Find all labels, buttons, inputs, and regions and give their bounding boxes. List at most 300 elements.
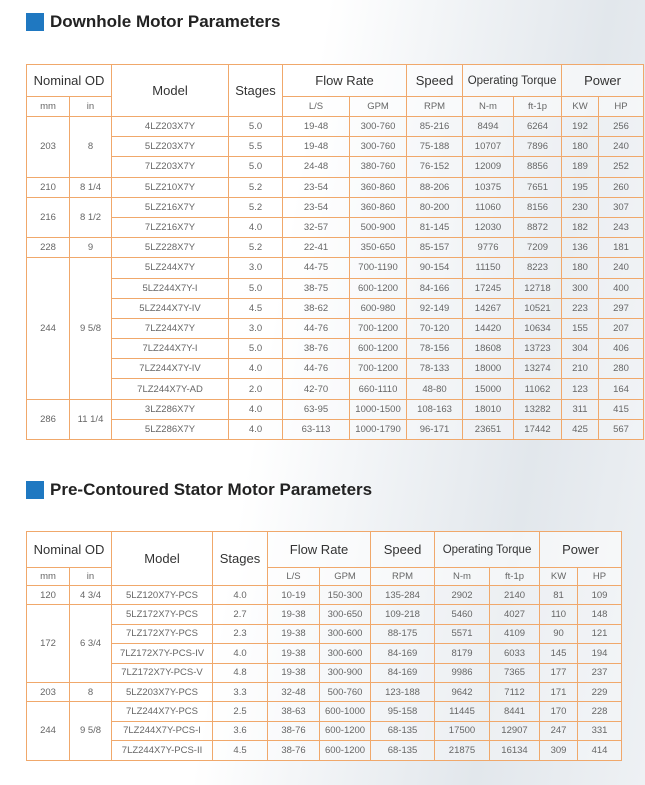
gpm-cell: 300-760 — [350, 137, 407, 157]
kw-cell: 171 — [540, 682, 578, 701]
od-in-cell: 8 1/4 — [70, 177, 112, 197]
od-in-cell: 6 3/4 — [70, 605, 112, 683]
ls-cell: 32-48 — [268, 682, 320, 701]
stages-cell: 5.0 — [229, 157, 283, 177]
nm-cell: 17245 — [463, 278, 514, 298]
hp-cell: 252 — [599, 157, 644, 177]
nm-cell: 12030 — [463, 217, 514, 237]
kw-cell: 210 — [562, 359, 599, 379]
ftlb-cell: 8156 — [514, 197, 562, 217]
gpm-cell: 1000-1500 — [350, 399, 407, 419]
table-row — [27, 318, 644, 338]
rpm-cell: 68-135 — [371, 741, 435, 760]
table-row — [27, 238, 644, 258]
table-row — [27, 644, 622, 663]
stages-cell: 3.3 — [213, 682, 268, 701]
header-operating-torque: Operating Torque — [463, 65, 562, 97]
od-mm-cell: 216 — [27, 197, 70, 237]
od-mm-cell: 120 — [27, 586, 70, 605]
model-cell: 5LZ216X7Y — [112, 197, 229, 217]
gpm-cell: 300-650 — [320, 605, 371, 624]
stages-cell: 2.0 — [229, 379, 283, 399]
ls-cell: 23-54 — [283, 177, 350, 197]
ls-cell: 38-63 — [268, 702, 320, 721]
hp-cell: 181 — [599, 238, 644, 258]
nm-cell: 8494 — [463, 117, 514, 137]
model-cell: 5LZ244X7Y — [112, 258, 229, 278]
hp-cell: 240 — [599, 258, 644, 278]
ftlb-cell: 7651 — [514, 177, 562, 197]
nm-cell: 18000 — [463, 359, 514, 379]
nm-cell: 14420 — [463, 318, 514, 338]
section-title-pcs — [26, 479, 372, 501]
gpm-cell: 380-760 — [350, 157, 407, 177]
ls-cell: 19-38 — [268, 644, 320, 663]
od-in-cell: 9 — [70, 238, 112, 258]
hp-cell: 297 — [599, 298, 644, 318]
subheader-mm: mm — [27, 568, 70, 586]
kw-cell: 155 — [562, 318, 599, 338]
stages-cell: 4.0 — [229, 217, 283, 237]
ftlb-cell: 17442 — [514, 419, 562, 439]
subheader-kw: KW — [562, 97, 599, 117]
od-mm-cell: 203 — [27, 682, 70, 701]
kw-cell: 81 — [540, 586, 578, 605]
kw-cell: 311 — [562, 399, 599, 419]
ls-cell: 38-76 — [283, 339, 350, 359]
kw-cell: 180 — [562, 258, 599, 278]
rpm-cell: 96-171 — [407, 419, 463, 439]
od-in-cell: 9 5/8 — [70, 258, 112, 399]
ls-cell: 22-41 — [283, 238, 350, 258]
subheader-mm: mm — [27, 97, 70, 117]
downhole-motor-table — [26, 64, 644, 440]
stages-cell: 2.7 — [213, 605, 268, 624]
gpm-cell: 600-1200 — [350, 339, 407, 359]
ls-cell: 23-54 — [283, 197, 350, 217]
od-mm-cell: 172 — [27, 605, 70, 683]
ls-cell: 19-38 — [268, 624, 320, 643]
header-stages: Stages — [229, 65, 283, 117]
hp-cell: 164 — [599, 379, 644, 399]
ls-cell: 19-48 — [283, 117, 350, 137]
gpm-cell: 600-980 — [350, 298, 407, 318]
subheader-hp: HP — [599, 97, 644, 117]
kw-cell: 182 — [562, 217, 599, 237]
hp-cell: 228 — [578, 702, 622, 721]
kw-cell: 195 — [562, 177, 599, 197]
section-title-text: Downhole Motor Parameters — [50, 12, 281, 31]
ls-cell: 63-95 — [283, 399, 350, 419]
ls-cell: 38-76 — [268, 741, 320, 760]
rpm-cell: 88-175 — [371, 624, 435, 643]
gpm-cell: 350-650 — [350, 238, 407, 258]
rpm-cell: 78-156 — [407, 339, 463, 359]
rpm-cell: 109-218 — [371, 605, 435, 624]
gpm-cell: 600-1200 — [320, 741, 371, 760]
nm-cell: 11150 — [463, 258, 514, 278]
kw-cell: 110 — [540, 605, 578, 624]
kw-cell: 189 — [562, 157, 599, 177]
stages-cell: 4.0 — [213, 644, 268, 663]
nm-cell: 14267 — [463, 298, 514, 318]
kw-cell: 247 — [540, 721, 578, 740]
subheader-in: in — [70, 97, 112, 117]
table-row — [27, 663, 622, 682]
od-mm-cell: 244 — [27, 258, 70, 399]
hp-cell: 237 — [578, 663, 622, 682]
header-power: Power — [562, 65, 644, 97]
kw-cell: 230 — [562, 197, 599, 217]
hp-cell: 567 — [599, 419, 644, 439]
table-row — [27, 605, 622, 624]
model-cell: 5LZ228X7Y — [112, 238, 229, 258]
ls-cell: 44-76 — [283, 318, 350, 338]
model-cell: 7LZ172X7Y-PCS-IV — [112, 644, 213, 663]
model-cell: 7LZ244X7Y-I — [112, 339, 229, 359]
kw-cell: 309 — [540, 741, 578, 760]
ls-cell: 44-75 — [283, 258, 350, 278]
model-cell: 4LZ203X7Y — [112, 117, 229, 137]
stages-cell: 4.8 — [213, 663, 268, 682]
header-stages: Stages — [213, 532, 268, 586]
ls-cell: 19-38 — [268, 605, 320, 624]
stages-cell: 5.0 — [229, 117, 283, 137]
nm-cell: 11445 — [435, 702, 490, 721]
header-nominal-od: Nominal OD — [27, 65, 112, 97]
ftlb-cell: 4027 — [490, 605, 540, 624]
od-in-cell: 9 5/8 — [70, 702, 112, 760]
kw-cell: 136 — [562, 238, 599, 258]
hp-cell: 194 — [578, 644, 622, 663]
nm-cell: 17500 — [435, 721, 490, 740]
hp-cell: 148 — [578, 605, 622, 624]
nm-cell: 21875 — [435, 741, 490, 760]
model-cell: 5LZ120X7Y-PCS — [112, 586, 213, 605]
gpm-cell: 500-760 — [320, 682, 371, 701]
rpm-cell: 75-188 — [407, 137, 463, 157]
gpm-cell: 300-760 — [350, 117, 407, 137]
ls-cell: 10-19 — [268, 586, 320, 605]
ftlb-cell: 8441 — [490, 702, 540, 721]
gpm-cell: 600-1200 — [320, 721, 371, 740]
ftlb-cell: 6264 — [514, 117, 562, 137]
model-cell: 7LZ244X7Y-IV — [112, 359, 229, 379]
gpm-cell: 1000-1790 — [350, 419, 407, 439]
kw-cell: 300 — [562, 278, 599, 298]
rpm-cell: 95-158 — [371, 702, 435, 721]
table-row — [27, 278, 644, 298]
table-row — [27, 682, 622, 701]
title-square-icon — [26, 481, 44, 499]
kw-cell: 177 — [540, 663, 578, 682]
model-cell: 7LZ244X7Y — [112, 318, 229, 338]
hp-cell: 331 — [578, 721, 622, 740]
table-row — [27, 137, 644, 157]
table-row — [27, 586, 622, 605]
gpm-cell: 500-900 — [350, 217, 407, 237]
hp-cell: 414 — [578, 741, 622, 760]
subheader-hp: HP — [578, 568, 622, 586]
table-row — [27, 298, 644, 318]
stages-cell: 3.0 — [229, 258, 283, 278]
kw-cell: 170 — [540, 702, 578, 721]
hp-cell: 256 — [599, 117, 644, 137]
model-cell: 7LZ172X7Y-PCS-V — [112, 663, 213, 682]
rpm-cell: 123-188 — [371, 682, 435, 701]
nm-cell: 9776 — [463, 238, 514, 258]
ls-cell: 38-76 — [268, 721, 320, 740]
kw-cell: 223 — [562, 298, 599, 318]
ftlb-cell: 8872 — [514, 217, 562, 237]
ftlb-cell: 12718 — [514, 278, 562, 298]
model-cell: 5LZ244X7Y-I — [112, 278, 229, 298]
ftlb-cell: 4109 — [490, 624, 540, 643]
gpm-cell: 150-300 — [320, 586, 371, 605]
table-row — [27, 117, 644, 137]
nm-cell: 23651 — [463, 419, 514, 439]
hp-cell: 207 — [599, 318, 644, 338]
stages-cell: 5.5 — [229, 137, 283, 157]
rpm-cell: 81-145 — [407, 217, 463, 237]
gpm-cell: 300-900 — [320, 663, 371, 682]
ls-cell: 32-57 — [283, 217, 350, 237]
gpm-cell: 360-860 — [350, 197, 407, 217]
stages-cell: 4.0 — [229, 419, 283, 439]
header-flow-rate: Flow Rate — [283, 65, 407, 97]
stages-cell: 4.0 — [229, 399, 283, 419]
section-title-downhole — [26, 11, 281, 33]
model-cell: 7LZ216X7Y — [112, 217, 229, 237]
header-flow-rate: Flow Rate — [268, 532, 371, 568]
model-cell: 5LZ203X7Y-PCS — [112, 682, 213, 701]
hp-cell: 243 — [599, 217, 644, 237]
hp-cell: 415 — [599, 399, 644, 419]
ftlb-cell: 7112 — [490, 682, 540, 701]
stages-cell: 5.2 — [229, 197, 283, 217]
ftlb-cell: 2140 — [490, 586, 540, 605]
model-cell: 7LZ244X7Y-AD — [112, 379, 229, 399]
gpm-cell: 300-600 — [320, 624, 371, 643]
subheader-gpm: GPM — [350, 97, 407, 117]
nm-cell: 18608 — [463, 339, 514, 359]
rpm-cell: 135-284 — [371, 586, 435, 605]
nm-cell: 2902 — [435, 586, 490, 605]
rpm-cell: 78-133 — [407, 359, 463, 379]
hp-cell: 406 — [599, 339, 644, 359]
rpm-cell: 85-157 — [407, 238, 463, 258]
subheader-nm: N-m — [463, 97, 514, 117]
section-title-text: Pre-Contoured Stator Motor Parameters — [50, 480, 373, 499]
subheader-ftlb: ft-1p — [490, 568, 540, 586]
rpm-cell: 84-166 — [407, 278, 463, 298]
nm-cell: 12009 — [463, 157, 514, 177]
nm-cell: 5460 — [435, 605, 490, 624]
stages-cell: 5.0 — [229, 339, 283, 359]
rpm-cell: 84-169 — [371, 663, 435, 682]
gpm-cell: 700-1200 — [350, 318, 407, 338]
ls-cell: 38-62 — [283, 298, 350, 318]
header-power: Power — [540, 532, 622, 568]
header-model: Model — [112, 532, 213, 586]
subheader-in: in — [70, 568, 112, 586]
od-in-cell: 11 1/4 — [70, 399, 112, 439]
ls-cell: 63-113 — [283, 419, 350, 439]
hp-cell: 240 — [599, 137, 644, 157]
ftlb-cell: 8856 — [514, 157, 562, 177]
ftlb-cell: 13274 — [514, 359, 562, 379]
ftlb-cell: 13723 — [514, 339, 562, 359]
subheader-ls: L/S — [283, 97, 350, 117]
table-row — [27, 399, 644, 419]
stages-cell: 5.2 — [229, 238, 283, 258]
subheader-ls: L/S — [268, 568, 320, 586]
gpm-cell: 660-1110 — [350, 379, 407, 399]
subheader-nm: N-m — [435, 568, 490, 586]
ftlb-cell: 10634 — [514, 318, 562, 338]
od-mm-cell: 228 — [27, 238, 70, 258]
ls-cell: 38-75 — [283, 278, 350, 298]
header-speed: Speed — [371, 532, 435, 568]
ftlb-cell: 7365 — [490, 663, 540, 682]
model-cell: 5LZ244X7Y-IV — [112, 298, 229, 318]
kw-cell: 192 — [562, 117, 599, 137]
nm-cell: 5571 — [435, 624, 490, 643]
ftlb-cell: 6033 — [490, 644, 540, 663]
hp-cell: 280 — [599, 359, 644, 379]
model-cell: 7LZ244X7Y-PCS-I — [112, 721, 213, 740]
model-cell: 7LZ244X7Y-PCS-II — [112, 741, 213, 760]
nm-cell: 18010 — [463, 399, 514, 419]
gpm-cell: 600-1000 — [320, 702, 371, 721]
ftlb-cell: 10521 — [514, 298, 562, 318]
header-nominal-od: Nominal OD — [27, 532, 112, 568]
kw-cell: 425 — [562, 419, 599, 439]
table-row — [27, 339, 644, 359]
ls-cell: 19-48 — [283, 137, 350, 157]
od-mm-cell: 244 — [27, 702, 70, 760]
hp-cell: 229 — [578, 682, 622, 701]
hp-cell: 400 — [599, 278, 644, 298]
stages-cell: 2.3 — [213, 624, 268, 643]
gpm-cell: 700-1200 — [350, 359, 407, 379]
hp-cell: 121 — [578, 624, 622, 643]
stages-cell: 4.5 — [229, 298, 283, 318]
subheader-rpm: RPM — [407, 97, 463, 117]
table-row — [27, 419, 644, 439]
rpm-cell: 85-216 — [407, 117, 463, 137]
stages-cell: 3.0 — [229, 318, 283, 338]
stages-cell: 5.2 — [229, 177, 283, 197]
hp-cell: 260 — [599, 177, 644, 197]
rpm-cell: 76-152 — [407, 157, 463, 177]
title-square-icon — [26, 13, 44, 31]
od-mm-cell: 210 — [27, 177, 70, 197]
rpm-cell: 90-154 — [407, 258, 463, 278]
ls-cell: 24-48 — [283, 157, 350, 177]
od-mm-cell: 203 — [27, 117, 70, 178]
rpm-cell: 68-135 — [371, 721, 435, 740]
table-row — [27, 197, 644, 217]
rpm-cell: 92-149 — [407, 298, 463, 318]
kw-cell: 180 — [562, 137, 599, 157]
ftlb-cell: 12907 — [490, 721, 540, 740]
stages-cell: 3.6 — [213, 721, 268, 740]
rpm-cell: 80-200 — [407, 197, 463, 217]
ftlb-cell: 16134 — [490, 741, 540, 760]
rpm-cell: 108-163 — [407, 399, 463, 419]
header-operating-torque: Operating Torque — [435, 532, 540, 568]
model-cell: 7LZ203X7Y — [112, 157, 229, 177]
gpm-cell: 600-1200 — [350, 278, 407, 298]
kw-cell: 90 — [540, 624, 578, 643]
stages-cell: 4.0 — [213, 586, 268, 605]
header-model: Model — [112, 65, 229, 117]
ls-cell: 19-38 — [268, 663, 320, 682]
od-mm-cell: 286 — [27, 399, 70, 439]
model-cell: 7LZ172X7Y-PCS — [112, 624, 213, 643]
table-row — [27, 258, 644, 278]
stages-cell: 4.5 — [213, 741, 268, 760]
nm-cell: 9986 — [435, 663, 490, 682]
ftlb-cell: 11062 — [514, 379, 562, 399]
gpm-cell: 300-600 — [320, 644, 371, 663]
model-cell: 3LZ286X7Y — [112, 399, 229, 419]
nm-cell: 11060 — [463, 197, 514, 217]
gpm-cell: 700-1190 — [350, 258, 407, 278]
ftlb-cell: 13282 — [514, 399, 562, 419]
nm-cell: 9642 — [435, 682, 490, 701]
subheader-ftlb: ft-1p — [514, 97, 562, 117]
kw-cell: 145 — [540, 644, 578, 663]
ftlb-cell: 7209 — [514, 238, 562, 258]
ftlb-cell: 8223 — [514, 258, 562, 278]
stages-cell: 5.0 — [229, 278, 283, 298]
table-row — [27, 624, 622, 643]
table-row — [27, 217, 644, 237]
nm-cell: 10707 — [463, 137, 514, 157]
hp-cell: 307 — [599, 197, 644, 217]
od-in-cell: 8 1/2 — [70, 197, 112, 237]
model-cell: 5LZ286X7Y — [112, 419, 229, 439]
nm-cell: 8179 — [435, 644, 490, 663]
model-cell: 5LZ210X7Y — [112, 177, 229, 197]
od-in-cell: 8 — [70, 682, 112, 701]
table-row — [27, 741, 622, 760]
kw-cell: 304 — [562, 339, 599, 359]
rpm-cell: 88-206 — [407, 177, 463, 197]
model-cell: 7LZ244X7Y-PCS — [112, 702, 213, 721]
ls-cell: 42-70 — [283, 379, 350, 399]
model-cell: 5LZ203X7Y — [112, 137, 229, 157]
nm-cell: 15000 — [463, 379, 514, 399]
stages-cell: 2.5 — [213, 702, 268, 721]
table-row — [27, 157, 644, 177]
subheader-gpm: GPM — [320, 568, 371, 586]
nm-cell: 10375 — [463, 177, 514, 197]
table-row — [27, 177, 644, 197]
rpm-cell: 48-80 — [407, 379, 463, 399]
header-speed: Speed — [407, 65, 463, 97]
table-row — [27, 721, 622, 740]
table-row — [27, 359, 644, 379]
od-in-cell: 4 3/4 — [70, 586, 112, 605]
pcs-motor-table — [26, 531, 622, 761]
table-row — [27, 702, 622, 721]
hp-cell: 109 — [578, 586, 622, 605]
subheader-kw: KW — [540, 568, 578, 586]
gpm-cell: 360-860 — [350, 177, 407, 197]
